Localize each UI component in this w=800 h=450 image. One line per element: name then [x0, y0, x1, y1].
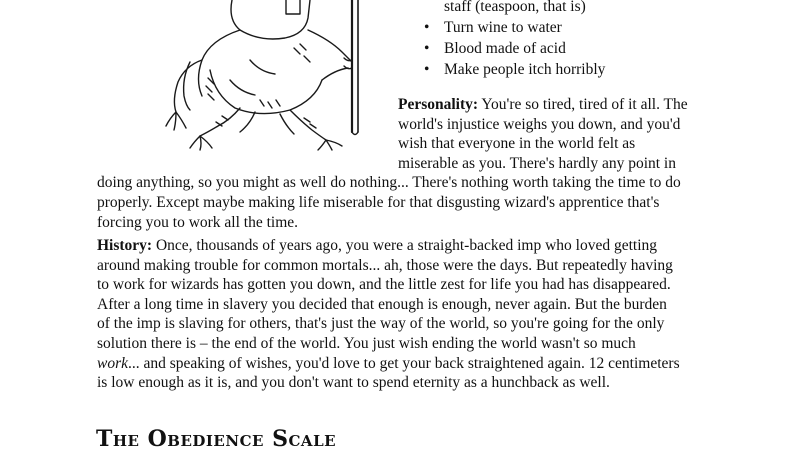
list-item-text: staff (teaspoon, that is): [444, 0, 586, 15]
history-line: solution there is – the end of the world. You just wish ending the world wasn't so much: [97, 334, 636, 352]
section-heading: The Obedience Scale: [96, 426, 337, 450]
history-line: to work for wizards has gotten you down, and the little zest for life you had has disappeared.: [97, 276, 671, 294]
history-line: After a long time in slavery you decided that enough is enough, never again. But the burden: [97, 295, 667, 313]
list-item-text: Make people itch horribly: [444, 61, 606, 78]
history-label: History:: [97, 237, 153, 254]
personality-line: forcing you to work all the time.: [97, 213, 299, 231]
list-item: [420, 59, 720, 80]
abilities-list: [420, 0, 720, 80]
personality-line: doing anything, so you might as well do nothing... There's nothing worth taking the time to do: [97, 174, 681, 192]
list-item-text: Blood made of acid: [444, 40, 566, 57]
history-line: around making trouble for common mortals... ah, those were the days. But repeatedly having: [97, 256, 673, 274]
history-line: work... and speaking of wishes, you'd love to get your back straightened again. 12 centimeters: [97, 354, 680, 372]
personality-line: miserable as you. There's hardly any point in: [398, 154, 676, 172]
personality-line: properly. Except maybe making life miserable for that disgusting wizard's apprentice that's: [97, 193, 660, 211]
list-item: [420, 17, 720, 38]
personality-line: wish that everyone in the world felt as: [398, 135, 636, 153]
history-line: of the imp is slaving for others, that's just the way of the world, so you're going for the only: [97, 315, 665, 333]
history-italic-word: work: [97, 354, 128, 372]
bullet-icon: •: [424, 61, 430, 78]
list-item: [420, 38, 720, 59]
bullet-icon: •: [424, 40, 430, 57]
personality-line: world's injustice weighs you down, and you'd: [398, 115, 681, 133]
history-line: History: Once, thousands of years ago, you were a straight-backed imp who loved getting: [97, 237, 658, 254]
personality-line: Personality: You're so tired, tired of it all. The: [398, 96, 688, 113]
list-item: [420, 0, 720, 17]
personality-paragraph-full: [97, 95, 681, 232]
list-item-text: Turn wine to water: [444, 19, 562, 36]
history-line: is low enough as it is, and you don't want to spend eternity as a hunchback as well.: [97, 374, 610, 392]
bullet-icon: •: [424, 19, 430, 36]
personality-label: Personality:: [398, 96, 479, 113]
history-paragraph: [97, 236, 680, 393]
